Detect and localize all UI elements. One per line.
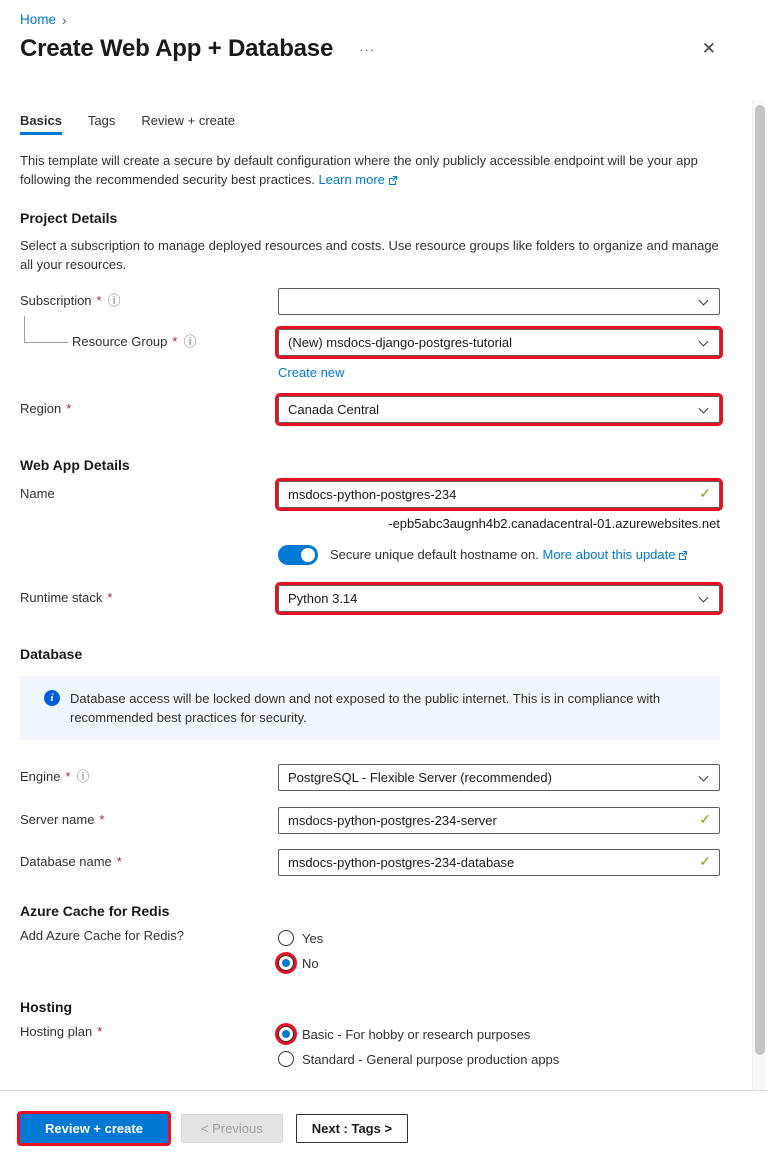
hosting-standard-radio[interactable] [278,1051,720,1067]
radio-label: No [302,955,319,971]
page-title: Create Web App + Database [20,35,334,62]
server-name-label [20,807,278,827]
scrollbar[interactable] [752,100,766,1090]
info-banner [20,676,720,740]
breadcrumb [20,12,720,27]
previous-button[interactable]: < Previous [181,1114,283,1143]
external-link-icon [388,171,398,190]
checkmark-icon: ✓ [699,811,711,827]
subscription-label [20,288,278,308]
required-asterisk: * [107,590,113,605]
engine-label-text: Engine [20,769,61,784]
info-filled-icon: i [44,690,60,706]
resource-group-dropdown[interactable] [278,329,720,356]
tab-bar [20,113,720,135]
chevron-down-icon [699,295,709,305]
review-create-button[interactable]: Review + create [20,1114,168,1143]
name-label [20,481,278,501]
web-app-details-heading: Web App Details [20,457,130,473]
create-new-link[interactable]: Create new [278,365,345,380]
redis-question-label [20,927,278,943]
name-row [20,481,720,508]
hosting-basic-radio[interactable] [278,1026,720,1042]
subscription-row [20,288,720,315]
redis-yes-radio[interactable] [278,930,720,946]
learn-more-link[interactable]: Learn more [318,172,385,187]
hosting-heading: Hosting [20,999,73,1015]
name-label-text: Name [20,486,55,501]
required-asterisk: * [66,401,72,416]
resource-group-label-text: Resource Group [72,334,168,349]
redis-radio-group [278,927,720,971]
more-about-update-link[interactable]: More about this update [542,547,676,562]
project-details-heading: Project Details [20,210,118,226]
resource-group-value: (New) msdocs-django-postgres-tutorial [288,335,512,350]
engine-row [20,764,720,791]
engine-value: PostgreSQL - Flexible Server (recommended) [288,770,552,785]
intro-text [20,151,720,190]
breadcrumb-chevron-icon: › [62,11,67,28]
server-name-row [20,807,720,834]
required-asterisk: * [65,769,71,784]
radio-label: Standard - General purpose production apps [302,1051,560,1067]
required-asterisk: * [96,293,102,308]
region-label-text: Region [20,401,62,416]
radio-label: Basic - For hobby or research purposes [302,1026,531,1042]
radio-label: Yes [302,930,324,946]
hosting-plan-label-text: Hosting plan [20,1024,93,1039]
chevron-down-icon [699,403,709,413]
tab-tags[interactable]: Tags [87,113,116,128]
subscription-dropdown[interactable] [278,288,720,315]
title-row [20,35,720,63]
info-icon[interactable]: ⓘ [76,769,90,784]
name-input[interactable] [278,481,720,508]
intro-body: This template will create a secure by default configuration where the only publicly accessible endpoint will be your app following the recommended security best practices. [20,153,698,187]
region-row [20,396,720,423]
server-name-label-text: Server name [20,812,95,827]
required-asterisk: * [116,854,122,869]
radio-selected-icon [278,955,294,971]
radio-unselected-icon [278,1051,294,1067]
next-tags-button[interactable]: Next : Tags > [296,1114,408,1143]
redis-question-row [20,927,720,971]
runtime-stack-label-text: Runtime stack [20,590,103,605]
checkmark-icon: ✓ [699,485,711,501]
database-name-row [20,849,720,876]
scrollbar-thumb[interactable] [755,105,765,1055]
external-link-icon [678,548,688,563]
chevron-down-icon [699,771,709,781]
chevron-down-icon [699,336,709,346]
breadcrumb-home-link[interactable]: Home [20,12,57,27]
info-icon[interactable]: ⓘ [107,293,121,308]
redis-question-text: Add Azure Cache for Redis? [20,928,185,943]
engine-label [20,764,278,784]
database-heading: Database [20,646,83,662]
info-banner-text: Database access will be locked down and not exposed to the public internet. This is in compliance with recommended best practices for security. [70,691,661,725]
required-asterisk: * [97,1024,103,1039]
resource-group-row [20,329,720,380]
required-asterisk: * [99,812,105,827]
database-name-label-text: Database name [20,854,112,869]
more-options-icon[interactable]: ··· [359,41,376,57]
database-name-input[interactable] [278,849,720,876]
region-label [20,396,278,416]
info-icon[interactable]: ⓘ [183,334,197,349]
hostname-suffix: -epb5abc3augnh4b2.canadacentral-01.azurewebsites.net [388,516,720,531]
secure-hostname-toggle[interactable] [278,545,318,565]
hierarchy-connector [24,316,68,343]
runtime-stack-value: Python 3.14 [288,591,358,606]
hosting-plan-row [20,1023,720,1067]
close-icon[interactable]: ✕ [701,39,716,58]
checkmark-icon: ✓ [699,853,711,869]
project-details-description: Select a subscription to manage deployed resources and costs. Use resource groups like folders to organize and manage all your resources. [20,238,719,272]
secure-hostname-row [278,545,720,565]
chevron-down-icon [699,592,709,602]
tab-review-create[interactable]: Review + create [141,113,235,128]
secure-hostname-text: Secure unique default hostname on. [330,547,539,562]
region-value: Canada Central [288,402,380,417]
runtime-stack-row [20,585,720,612]
region-dropdown[interactable] [278,396,720,423]
tab-basics[interactable]: Basics [20,113,62,135]
radio-unselected-icon [278,930,294,946]
redis-no-radio[interactable] [278,955,720,971]
server-name-input[interactable] [278,807,720,834]
radio-selected-icon [278,1026,294,1042]
required-asterisk: * [172,334,178,349]
runtime-stack-dropdown[interactable] [278,585,720,612]
database-name-label [20,849,278,869]
hosting-radio-group [278,1023,720,1067]
redis-heading: Azure Cache for Redis [20,903,170,919]
footer-bar [0,1090,768,1164]
hosting-plan-label [20,1023,278,1039]
subscription-label-text: Subscription [20,293,92,308]
engine-dropdown[interactable] [278,764,720,791]
toggle-knob-icon [301,548,315,562]
runtime-stack-label [20,585,278,605]
